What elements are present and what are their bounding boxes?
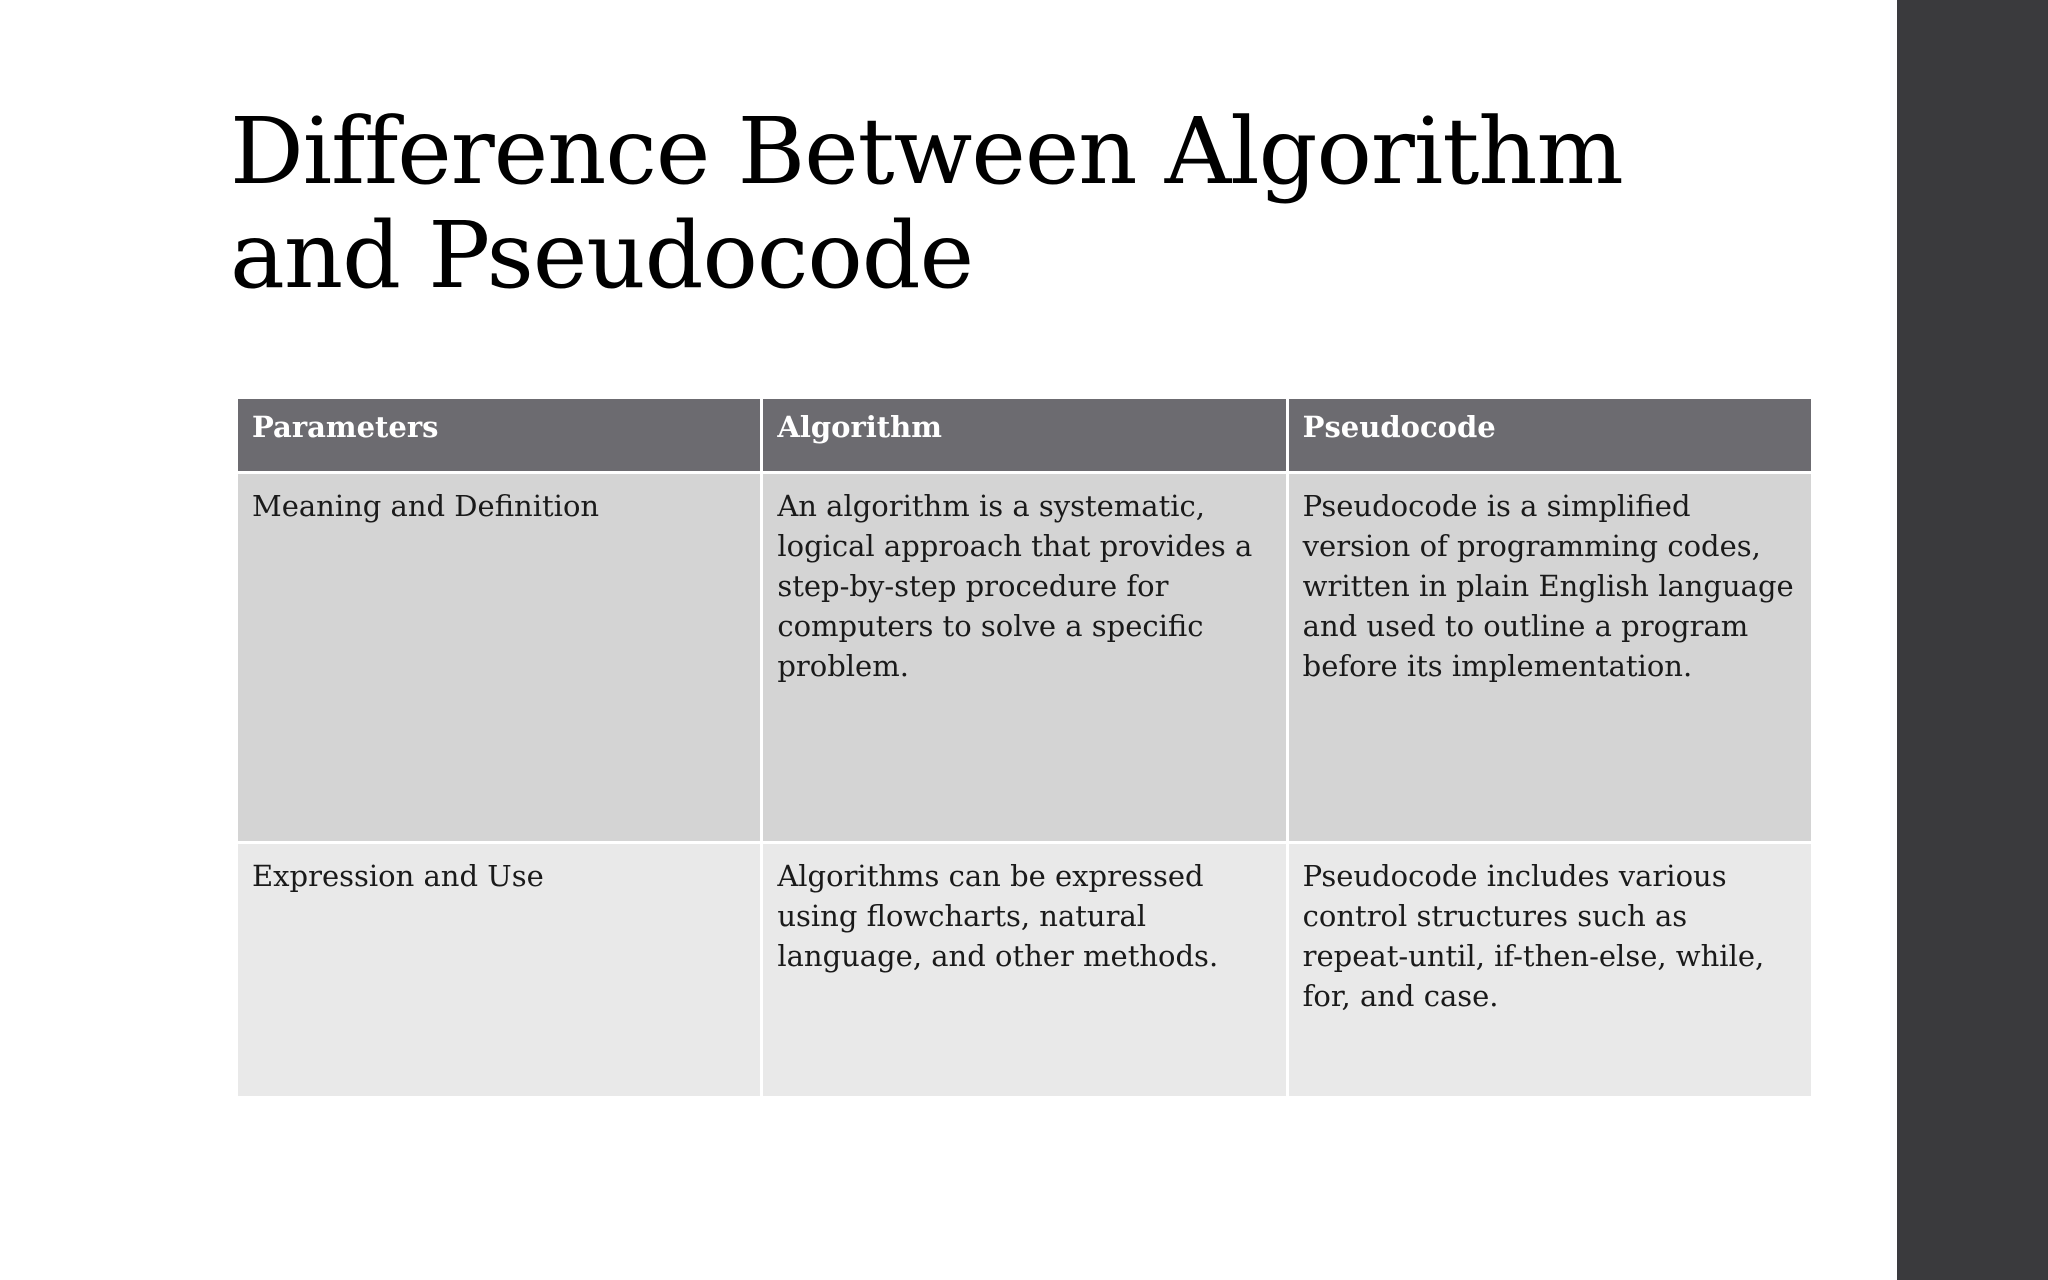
header-parameters: Parameters (238, 399, 760, 471)
cell-pseudocode: Pseudocode is a simplified version of programming codes, written in plain English language and used to outline a program before its implementation. (1289, 474, 1811, 841)
right-accent-bar (1897, 0, 2048, 1280)
cell-algorithm: Algorithms can be expressed using flowcharts, natural language, and other methods. (763, 844, 1285, 1096)
header-algorithm: Algorithm (763, 399, 1285, 471)
header-pseudocode: Pseudocode (1289, 399, 1811, 471)
table-row (238, 844, 1811, 1096)
comparison-table (235, 396, 1814, 1099)
cell-parameter: Expression and Use (238, 844, 760, 1096)
cell-pseudocode: Pseudocode includes various control structures such as repeat-until, if-then-else, while, for, and case. (1289, 844, 1811, 1096)
cell-algorithm: An algorithm is a systematic, logical approach that provides a step-by-step procedure for computers to solve a specific problem. (763, 474, 1285, 841)
cell-parameter: Meaning and Definition (238, 474, 760, 841)
table-row (238, 474, 1811, 841)
table-header-row (238, 399, 1811, 471)
slide-title: Difference Between Algorithm and Pseudocode (230, 98, 1623, 309)
